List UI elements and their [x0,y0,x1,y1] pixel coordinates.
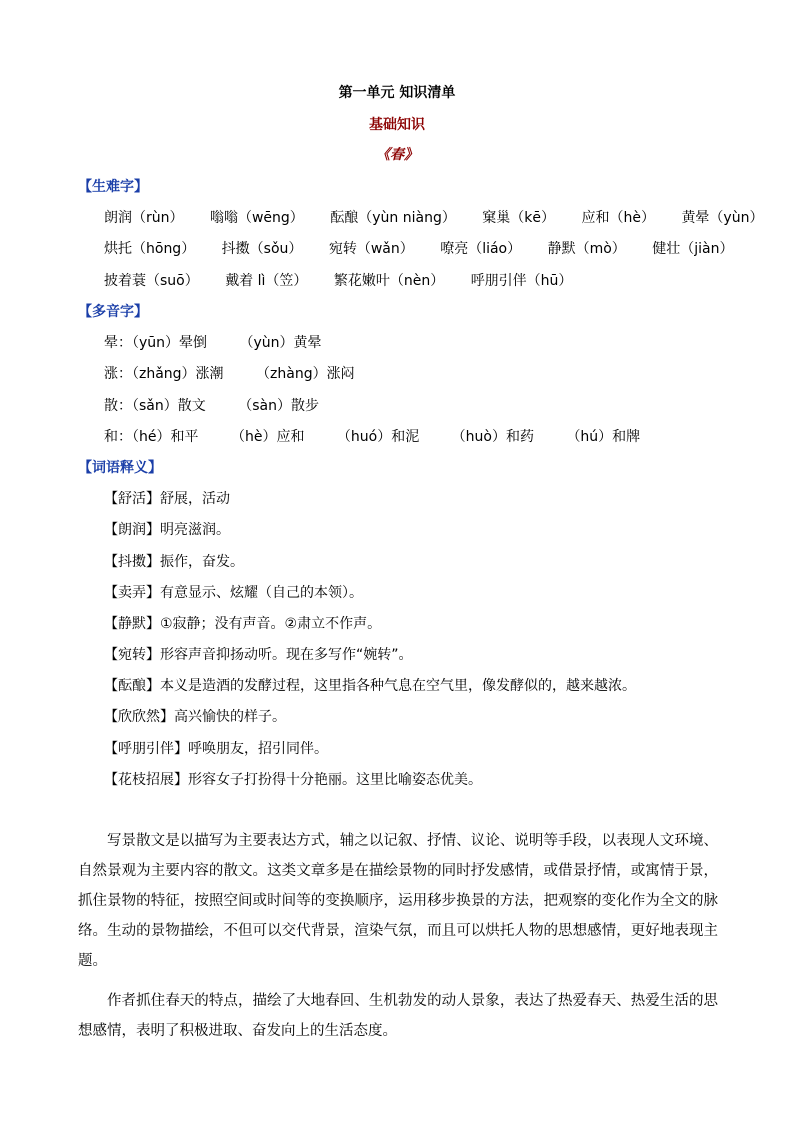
heading-polyphones: 【多音字】 [78,304,148,320]
definition-item: 【花枝招展】形容女子打扮得十分艳丽。这里比喻姿态优美。 [104,772,482,788]
heading-vocab-defs: 【词语释义】 [78,460,162,476]
hard-char-item: 嘹亮（liáo） [440,241,522,257]
polyphone-item: 涨：（zhǎng）涨潮 [104,366,224,382]
hard-char-item: 戴着 lì（笠） [225,273,308,289]
hard-char-item: 应和（hè） [581,210,655,226]
polyphone-item: （huó）和泥 [336,429,420,445]
hard-char-item: 嗡嗡（wēng） [209,210,304,226]
polyphone-row-2 [104,363,383,383]
page-title: 第一单元 知识清单 [338,85,456,101]
hard-char-item: 宛转（wǎn） [328,241,414,257]
hard-char-item: 黄晕（yùn） [681,210,764,226]
polyphone-item: （sàn）散步 [238,398,319,414]
section-subtitle: 基础知识 [369,117,425,133]
polyphone-item: （hú）和牌 [566,429,641,445]
hard-char-item: 健壮（jiàn） [652,241,734,257]
hard-char-item: 酝酿（yùn niàng） [330,210,456,226]
definition-item: 【舒活】舒展，活动 [104,491,230,507]
definition-item: 【酝酿】本义是造酒的发酵过程，这里指各种气息在空气里，像发酵似的，越来越浓。 [104,678,636,694]
polyphone-row-4 [104,426,668,446]
hard-char-item: 朗润（rùn） [104,210,184,226]
polyphone-row-1 [104,332,350,352]
polyphone-item: （zhàng）涨闷 [256,366,355,382]
polyphone-item: 散：（sǎn）散文 [104,398,206,414]
polyphone-item: （yùn）黄晕 [239,335,322,351]
lesson-title: 《春》 [376,147,418,163]
polyphone-item: （hè）应和 [230,429,305,445]
hard-chars-row-2 [104,238,755,258]
hard-char-item: 呼朋引伴（hū） [470,273,573,289]
definition-item: 【欣欣然】高兴愉快的样子。 [104,709,286,725]
hard-char-item: 烘托（hōng） [104,241,196,257]
polyphone-item: 晕：（yūn）晕倒 [104,335,208,351]
hard-char-item: 抖擞（sǒu） [221,241,303,257]
hard-char-item: 窠巢（kē） [482,210,556,226]
hard-chars-row-3 [104,270,594,290]
essay-paragraph: 写景散文是以描写为主要表达方式，辅之以记叙、抒情、议论、说明等手段，以表现人文环境、自然景观为主要内容的散文。这类文章多是在描绘景物的同时抒发感情，或借景抒情，或寓情于景，抓住景物的特征，按照空间或时间等的变换顺序，运用移步换景的方法，把观察的变化作为全文的脉络。生动的景物描绘，不但可以交代背景，渲染气氛，而且可以烘托人物的思想感情，更好地表现主题。 [78,833,718,969]
polyphone-item: （huò）和药 [451,429,534,445]
essay-paragraph: 作者抓住春天的特点，描绘了大地春回、生机勃发的动人景象，表达了热爱春天、热爱生活的思想感情，表明了积极进取、奋发向上的生活态度。 [78,993,718,1039]
hard-chars-row-1 [104,207,785,227]
definition-item: 【宛转】形容声音抑扬动听。现在多写作“婉转”。 [104,647,413,663]
hard-char-item: 静默（mò） [547,241,626,257]
hard-char-item: 繁花嫩叶（nèn） [333,273,445,289]
polyphone-item: 和：（hé）和平 [104,429,199,445]
heading-hard-chars: 【生难字】 [78,179,148,195]
definition-item: 【抖擞】振作，奋发。 [104,554,244,570]
definition-item: 【朗润】明亮滋润。 [104,522,230,538]
definition-item: 【卖弄】有意显示、炫耀（自己的本领）。 [104,585,363,601]
definition-item: 【呼朋引伴】呼唤朋友，招引同伴。 [104,741,328,757]
hard-char-item: 披着蓑（suō） [104,273,199,289]
polyphone-row-3 [104,395,347,415]
definition-item: 【静默】①寂静；没有声音。②肃立不作声。 [104,616,382,632]
